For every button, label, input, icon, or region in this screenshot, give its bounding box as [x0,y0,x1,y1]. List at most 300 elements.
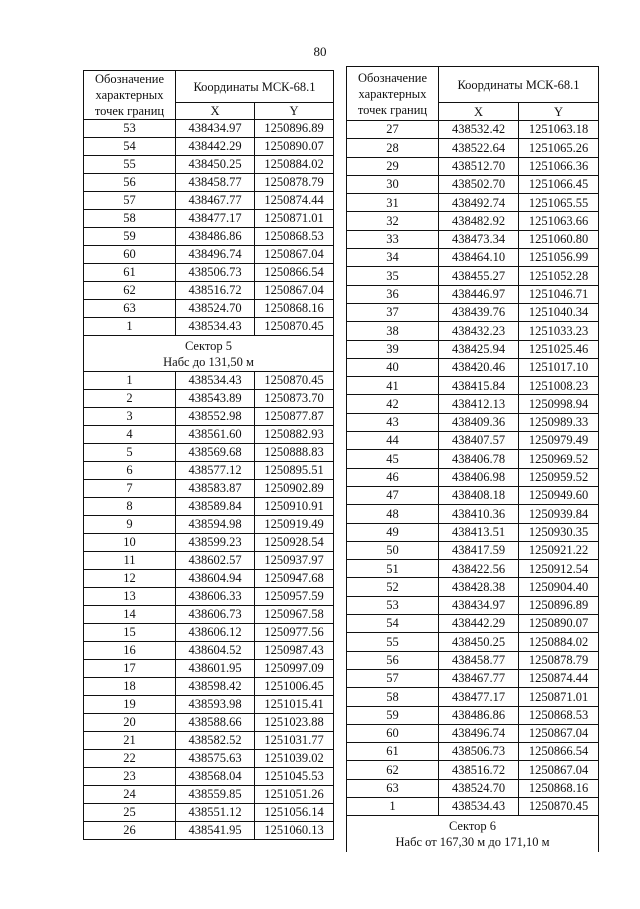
y-coordinate-cell: 1250902.89 [255,480,334,498]
x-coordinate-cell: 438492.74 [439,194,519,212]
point-number-cell: 55 [347,633,439,651]
x-header: X [176,103,255,120]
point-number-cell: 16 [84,642,176,660]
x-coordinate-cell: 438606.73 [176,606,255,624]
x-header: X [439,103,519,121]
point-number-cell: 20 [84,714,176,732]
point-number-cell: 53 [347,596,439,614]
x-coordinate-cell: 438425.94 [439,340,519,358]
table-row [347,139,599,157]
point-number-cell: 6 [84,462,176,480]
y-coordinate-cell: 1250867.04 [255,282,334,300]
y-coordinate-cell: 1250919.49 [255,516,334,534]
x-coordinate-cell: 438412.13 [439,395,519,413]
y-coordinate-cell: 1250959.52 [519,468,599,486]
y-coordinate-cell: 1250868.16 [519,779,599,797]
y-coordinate-cell: 1250884.02 [519,633,599,651]
table-row [84,714,334,732]
point-number-cell: 15 [84,624,176,642]
table-row [84,246,334,264]
point-number-cell: 61 [347,743,439,761]
y-coordinate-cell: 1250870.45 [255,318,334,336]
x-coordinate-cell: 438482.92 [439,212,519,230]
point-number-cell: 62 [84,282,176,300]
y-coordinate-cell: 1250868.16 [255,300,334,318]
table-row [84,804,334,822]
x-coordinate-cell: 438410.36 [439,505,519,523]
table-row [84,480,334,498]
y-coordinate-cell: 1251015.41 [255,696,334,714]
x-coordinate-cell: 438569.68 [176,444,255,462]
table-row [84,318,334,336]
x-coordinate-cell: 438439.76 [439,303,519,321]
point-number-cell: 57 [84,192,176,210]
y-coordinate-cell: 1250866.54 [519,743,599,761]
x-coordinate-cell: 438473.34 [439,230,519,248]
y-coordinate-cell: 1251017.10 [519,358,599,376]
y-coordinate-cell: 1250895.51 [255,462,334,480]
table-row [347,322,599,340]
table-row [84,642,334,660]
table-row [347,578,599,596]
y-coordinate-cell: 1250930.35 [519,523,599,541]
table-row [347,157,599,175]
y-coordinate-cell: 1251065.55 [519,194,599,212]
y-coordinate-cell: 1250890.07 [519,615,599,633]
y-coordinate-cell: 1251031.77 [255,732,334,750]
table-row [84,660,334,678]
y-coordinate-cell: 1250884.02 [255,156,334,174]
x-coordinate-cell: 438467.77 [176,192,255,210]
x-coordinate-cell: 438434.97 [176,120,255,138]
table-row [347,615,599,633]
section-heading [347,816,599,852]
point-number-cell: 21 [84,732,176,750]
x-coordinate-cell: 438432.23 [439,322,519,340]
point-number-cell: 58 [84,210,176,228]
table-row [84,264,334,282]
x-coordinate-cell: 438464.10 [439,249,519,267]
y-coordinate-cell: 1250989.33 [519,413,599,431]
table-row [84,678,334,696]
x-coordinate-cell: 438594.98 [176,516,255,534]
table-row [347,688,599,706]
x-coordinate-cell: 438477.17 [439,688,519,706]
point-number-cell: 54 [84,138,176,156]
point-number-cell: 50 [347,541,439,559]
x-coordinate-cell: 438477.17 [176,210,255,228]
x-coordinate-cell: 438552.98 [176,408,255,426]
table-row [347,505,599,523]
point-number-cell: 26 [84,822,176,840]
point-number-cell: 32 [347,212,439,230]
point-number-cell: 56 [84,174,176,192]
point-number-cell: 2 [84,390,176,408]
x-coordinate-cell: 438450.25 [176,156,255,174]
table-row [347,175,599,193]
x-coordinate-cell: 438582.52 [176,732,255,750]
x-coordinate-cell: 438559.85 [176,786,255,804]
y-coordinate-cell: 1251051.26 [255,786,334,804]
x-coordinate-cell: 438413.51 [439,523,519,541]
point-number-cell: 61 [84,264,176,282]
table-row [347,121,599,139]
table-row [84,300,334,318]
section-title: Сектор 6 [448,819,497,834]
x-coordinate-cell: 438446.97 [439,285,519,303]
point-number-cell: 43 [347,413,439,431]
table-row [347,377,599,395]
point-number-cell: 46 [347,468,439,486]
table-row [84,534,334,552]
y-coordinate-cell: 1250877.87 [255,408,334,426]
table-row [347,267,599,285]
y-coordinate-cell: 1251040.34 [519,303,599,321]
point-number-cell: 13 [84,588,176,606]
point-number-cell: 11 [84,552,176,570]
x-coordinate-cell: 438589.84 [176,498,255,516]
y-coordinate-cell: 1250870.45 [255,372,334,390]
point-number-cell: 18 [84,678,176,696]
y-coordinate-cell: 1251025.46 [519,340,599,358]
table-row [347,340,599,358]
x-coordinate-cell: 438534.43 [176,318,255,336]
y-coordinate-cell: 1250874.44 [255,192,334,210]
x-coordinate-cell: 438496.74 [176,246,255,264]
y-coordinate-cell: 1251045.53 [255,768,334,786]
x-coordinate-cell: 438588.66 [176,714,255,732]
table-row [347,212,599,230]
x-coordinate-cell: 438450.25 [439,633,519,651]
y-coordinate-cell: 1251060.80 [519,230,599,248]
x-coordinate-cell: 438406.78 [439,450,519,468]
x-coordinate-cell: 438506.73 [176,264,255,282]
y-coordinate-cell: 1250998.94 [519,395,599,413]
x-coordinate-cell: 438420.46 [439,358,519,376]
point-number-cell: 1 [84,372,176,390]
y-header: Y [255,103,334,120]
y-coordinate-cell: 1250949.60 [519,486,599,504]
y-coordinate-cell: 1250896.89 [519,596,599,614]
table-row [84,570,334,588]
y-coordinate-cell: 1250979.49 [519,432,599,450]
point-number-cell: 57 [347,669,439,687]
x-coordinate-cell: 438442.29 [439,615,519,633]
x-coordinate-cell: 438532.42 [439,121,519,139]
point-number-cell: 44 [347,432,439,450]
x-coordinate-cell: 438506.73 [439,743,519,761]
y-coordinate-cell: 1250912.54 [519,560,599,578]
y-coordinate-cell: 1251039.02 [255,750,334,768]
table-row [347,743,599,761]
point-header: Обозначение характерных точек границ [84,71,176,120]
point-number-cell: 33 [347,230,439,248]
table-row [84,228,334,246]
coordinates-table-left [83,70,334,840]
y-coordinate-cell: 1251060.13 [255,822,334,840]
y-coordinate-cell: 1250987.43 [255,642,334,660]
x-coordinate-cell: 438606.12 [176,624,255,642]
y-coordinate-cell: 1251066.45 [519,175,599,193]
y-coordinate-cell: 1251063.18 [519,121,599,139]
x-coordinate-cell: 438604.52 [176,642,255,660]
point-number-cell: 62 [347,761,439,779]
section-heading [84,336,334,372]
table-row [347,486,599,504]
x-coordinate-cell: 438415.84 [439,377,519,395]
table-row [84,822,334,840]
y-coordinate-cell: 1250947.68 [255,570,334,588]
table-row [347,560,599,578]
table-row [347,761,599,779]
point-number-cell: 27 [347,121,439,139]
table-row [84,192,334,210]
x-coordinate-cell: 438428.38 [439,578,519,596]
y-coordinate-cell: 1250939.84 [519,505,599,523]
table-row [84,732,334,750]
point-number-cell: 9 [84,516,176,534]
x-coordinate-cell: 438512.70 [439,157,519,175]
point-number-cell: 22 [84,750,176,768]
table-row [347,413,599,431]
table-row [84,750,334,768]
x-coordinate-cell: 438524.70 [439,779,519,797]
y-coordinate-cell: 1250904.40 [519,578,599,596]
y-coordinate-cell: 1250867.04 [519,761,599,779]
y-coordinate-cell: 1250866.54 [255,264,334,282]
y-coordinate-cell: 1251033.23 [519,322,599,340]
x-coordinate-cell: 438598.42 [176,678,255,696]
table-row [347,797,599,815]
point-number-cell: 36 [347,285,439,303]
y-coordinate-cell: 1250874.44 [519,669,599,687]
y-coordinate-cell: 1250928.54 [255,534,334,552]
point-number-cell: 1 [347,797,439,815]
x-coordinate-cell: 438583.87 [176,480,255,498]
x-coordinate-cell: 438522.64 [439,139,519,157]
point-number-cell: 54 [347,615,439,633]
table-row [84,552,334,570]
x-coordinate-cell: 438406.98 [439,468,519,486]
y-coordinate-cell: 1251008.23 [519,377,599,395]
point-number-cell: 34 [347,249,439,267]
y-coordinate-cell: 1250868.53 [519,706,599,724]
point-number-cell: 38 [347,322,439,340]
point-number-cell: 60 [84,246,176,264]
y-coordinate-cell: 1251052.28 [519,267,599,285]
y-coordinate-cell: 1250890.07 [255,138,334,156]
table-row [84,462,334,480]
x-coordinate-cell: 438486.86 [176,228,255,246]
table-row [84,210,334,228]
point-number-cell: 7 [84,480,176,498]
y-coordinate-cell: 1250997.09 [255,660,334,678]
table-row [347,724,599,742]
y-coordinate-cell: 1250878.79 [255,174,334,192]
x-coordinate-cell: 438422.56 [439,560,519,578]
table-row [84,624,334,642]
y-coordinate-cell: 1250957.59 [255,588,334,606]
x-coordinate-cell: 438534.43 [439,797,519,815]
section-subtitle: Набс до 131,50 м [163,354,254,369]
point-number-cell: 29 [347,157,439,175]
point-number-cell: 23 [84,768,176,786]
point-number-cell: 28 [347,139,439,157]
table-row [347,285,599,303]
coordinates-table-right [346,66,599,852]
point-number-cell: 48 [347,505,439,523]
table-row [347,230,599,248]
point-number-cell: 3 [84,408,176,426]
x-coordinate-cell: 438575.63 [176,750,255,768]
table-row [84,444,334,462]
y-coordinate-cell: 1250867.04 [255,246,334,264]
section-title: Сектор 5 [184,338,233,353]
y-coordinate-cell: 1251023.88 [255,714,334,732]
x-coordinate-cell: 438599.23 [176,534,255,552]
point-number-cell: 19 [84,696,176,714]
x-coordinate-cell: 438561.60 [176,426,255,444]
y-coordinate-cell: 1251063.66 [519,212,599,230]
point-number-cell: 45 [347,450,439,468]
table-row [347,249,599,267]
x-coordinate-cell: 438606.33 [176,588,255,606]
y-coordinate-cell: 1251056.99 [519,249,599,267]
x-coordinate-cell: 438496.74 [439,724,519,742]
point-number-cell: 1 [84,318,176,336]
table-row [84,390,334,408]
table-row [347,706,599,724]
table-row [347,541,599,559]
y-coordinate-cell: 1251046.71 [519,285,599,303]
x-coordinate-cell: 438524.70 [176,300,255,318]
table-row [347,468,599,486]
point-number-cell: 5 [84,444,176,462]
x-coordinate-cell: 438467.77 [439,669,519,687]
point-number-cell: 47 [347,486,439,504]
point-number-cell: 60 [347,724,439,742]
y-coordinate-cell: 1250871.01 [519,688,599,706]
x-coordinate-cell: 438551.12 [176,804,255,822]
y-coordinate-cell: 1250867.04 [519,724,599,742]
x-coordinate-cell: 438417.59 [439,541,519,559]
point-number-cell: 31 [347,194,439,212]
y-coordinate-cell: 1250977.56 [255,624,334,642]
table-row [347,669,599,687]
y-coordinate-cell: 1250882.93 [255,426,334,444]
point-number-cell: 59 [84,228,176,246]
y-coordinate-cell: 1250888.83 [255,444,334,462]
point-number-cell: 58 [347,688,439,706]
point-number-cell: 25 [84,804,176,822]
table-row [84,282,334,300]
table-row [84,498,334,516]
point-number-cell: 52 [347,578,439,596]
point-number-cell: 12 [84,570,176,588]
x-coordinate-cell: 438543.89 [176,390,255,408]
point-number-cell: 14 [84,606,176,624]
point-header: Обозначение характерных точек границ [347,67,439,121]
x-coordinate-cell: 438516.72 [176,282,255,300]
y-header: Y [519,103,599,121]
y-coordinate-cell: 1251066.36 [519,157,599,175]
table-row [347,303,599,321]
table-row [84,138,334,156]
x-coordinate-cell: 438458.77 [439,651,519,669]
y-coordinate-cell: 1251056.14 [255,804,334,822]
coords-header: Координаты МСК-68.1 [439,67,599,103]
x-coordinate-cell: 438407.57 [439,432,519,450]
point-number-cell: 8 [84,498,176,516]
point-number-cell: 37 [347,303,439,321]
point-number-cell: 39 [347,340,439,358]
point-number-cell: 53 [84,120,176,138]
y-coordinate-cell: 1250937.97 [255,552,334,570]
page-number: 80 [313,44,327,59]
point-number-cell: 55 [84,156,176,174]
point-number-cell: 35 [347,267,439,285]
point-number-cell: 63 [347,779,439,797]
point-number-cell: 17 [84,660,176,678]
table-row [347,450,599,468]
point-number-cell: 24 [84,786,176,804]
point-number-cell: 41 [347,377,439,395]
section-subtitle: Набс от 167,30 м до 171,10 м [395,835,550,850]
point-number-cell: 30 [347,175,439,193]
x-coordinate-cell: 438486.86 [439,706,519,724]
table-row [84,174,334,192]
y-coordinate-cell: 1250910.91 [255,498,334,516]
table-row [84,516,334,534]
x-coordinate-cell: 438604.94 [176,570,255,588]
table-row [347,633,599,651]
x-coordinate-cell: 438593.98 [176,696,255,714]
table-row [84,588,334,606]
x-coordinate-cell: 438442.29 [176,138,255,156]
y-coordinate-cell: 1251006.45 [255,678,334,696]
x-coordinate-cell: 438577.12 [176,462,255,480]
x-coordinate-cell: 438455.27 [439,267,519,285]
point-number-cell: 42 [347,395,439,413]
table-row [84,408,334,426]
point-number-cell: 63 [84,300,176,318]
y-coordinate-cell: 1250873.70 [255,390,334,408]
table-row [84,426,334,444]
y-coordinate-cell: 1250868.53 [255,228,334,246]
table-row [84,606,334,624]
table-row [347,194,599,212]
y-coordinate-cell: 1251065.26 [519,139,599,157]
x-coordinate-cell: 438409.36 [439,413,519,431]
x-coordinate-cell: 438602.57 [176,552,255,570]
x-coordinate-cell: 438534.43 [176,372,255,390]
x-coordinate-cell: 438568.04 [176,768,255,786]
table-row [347,779,599,797]
table-row [347,432,599,450]
x-coordinate-cell: 438601.95 [176,660,255,678]
y-coordinate-cell: 1250871.01 [255,210,334,228]
table-row [347,358,599,376]
y-coordinate-cell: 1250921.22 [519,541,599,559]
table-row [84,696,334,714]
table-row [84,768,334,786]
table-row [347,596,599,614]
coords-header: Координаты МСК-68.1 [176,71,334,103]
table-row [347,523,599,541]
table-row [84,156,334,174]
x-coordinate-cell: 438541.95 [176,822,255,840]
x-coordinate-cell: 438434.97 [439,596,519,614]
